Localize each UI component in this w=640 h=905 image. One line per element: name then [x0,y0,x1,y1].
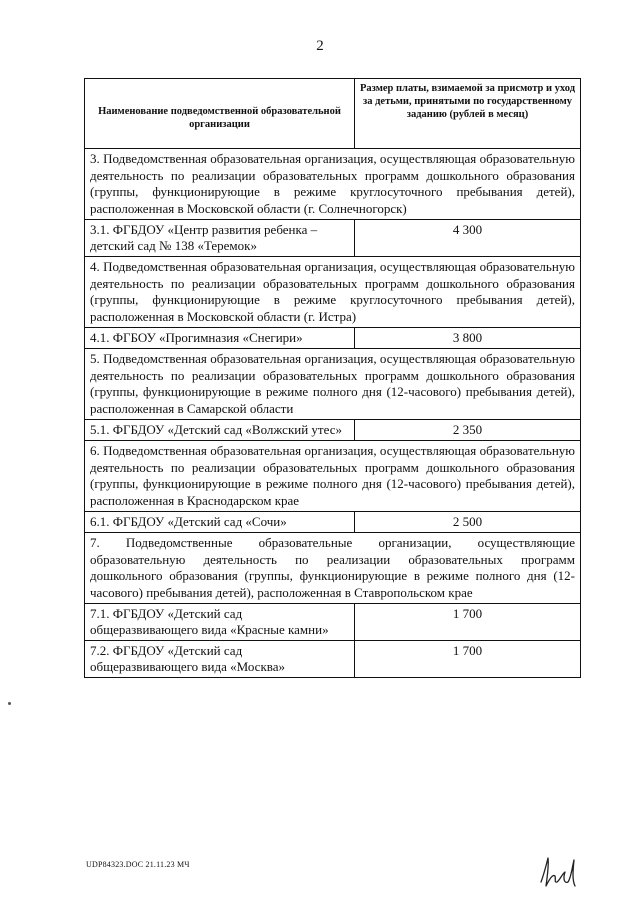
organization-name: 6.1. ФГБДОУ «Детский сад «Сочи» [85,512,355,533]
table-row [85,641,581,678]
table-header-row [85,79,581,149]
section-row [85,533,581,604]
organization-name: 4.1. ФГБОУ «Прогимназия «Снегири» [85,328,355,349]
section-row [85,257,581,328]
scan-speck [8,702,11,705]
organization-name: 5.1. ФГБДОУ «Детский сад «Волжский утес» [85,420,355,441]
organization-name: 7.1. ФГБДОУ «Детский сад общеразвивающего вида «Красные камни» [85,604,355,641]
fee-amount: 2 500 [355,512,581,533]
header-fee-amount: Размер платы, взимаемой за присмотр и уход за детьми, принятыми по государственному заданию (рублей в месяц) [355,79,581,149]
section-description: 7. Подведомственные образовательные организации, осуществляющие образовательную деятельность по реализации образовательных программ дошкольного образования (группы, функционирующие в режиме полного дня (12-часового) пребывания детей), расположенная в Ставропольском крае [85,533,581,604]
fees-table [84,78,581,678]
page-number: 2 [316,38,324,54]
fee-amount: 1 700 [355,604,581,641]
section-row [85,349,581,420]
section-description: 5. Подведомственная образовательная организация, осуществляющая образовательную деятельность по реализации образовательных программ дошкольного образования (группы, функционирующие в режиме полного дня (12-часового) пребывания детей), расположенная в Самарской области [85,349,581,420]
table-row [85,512,581,533]
section-row [85,149,581,220]
organization-name: 7.2. ФГБДОУ «Детский сад общеразвивающего вида «Москва» [85,641,355,678]
signature-icon [538,852,578,890]
fee-amount: 4 300 [355,220,581,257]
document-footer: UDP84323.DOC 21.11.23 МЧ [86,860,190,869]
fee-amount: 2 350 [355,420,581,441]
section-description: 4. Подведомственная образовательная организация, осуществляющая образовательную деятельность по реализации образовательных программ дошкольного образования (группы, функционирующие в режиме круглосуточного пребывания детей), расположенная в Московской области (г. Истра) [85,257,581,328]
header-organization-name: Наименование подведомственной образовательной организации [85,79,355,149]
table-row [85,604,581,641]
fee-amount: 3 800 [355,328,581,349]
table-row [85,420,581,441]
section-row [85,441,581,512]
table-row [85,328,581,349]
section-description: 3. Подведомственная образовательная организация, осуществляющая образовательную деятельность по реализации образовательных программ дошкольного образования (группы, функционирующие в режиме круглосуточного пребывания детей), расположенная в Московской области (г. Солнечногорск) [85,149,581,220]
organization-name: 3.1. ФГБДОУ «Центр развития ребенка – детский сад № 138 «Теремок» [85,220,355,257]
table-row [85,220,581,257]
section-description: 6. Подведомственная образовательная организация, осуществляющая образовательную деятельность по реализации образовательных программ дошкольного образования (группы, функционирующие в режиме полного дня (12-часового) пребывания детей), расположенная в Краснодарском крае [85,441,581,512]
fee-amount: 1 700 [355,641,581,678]
